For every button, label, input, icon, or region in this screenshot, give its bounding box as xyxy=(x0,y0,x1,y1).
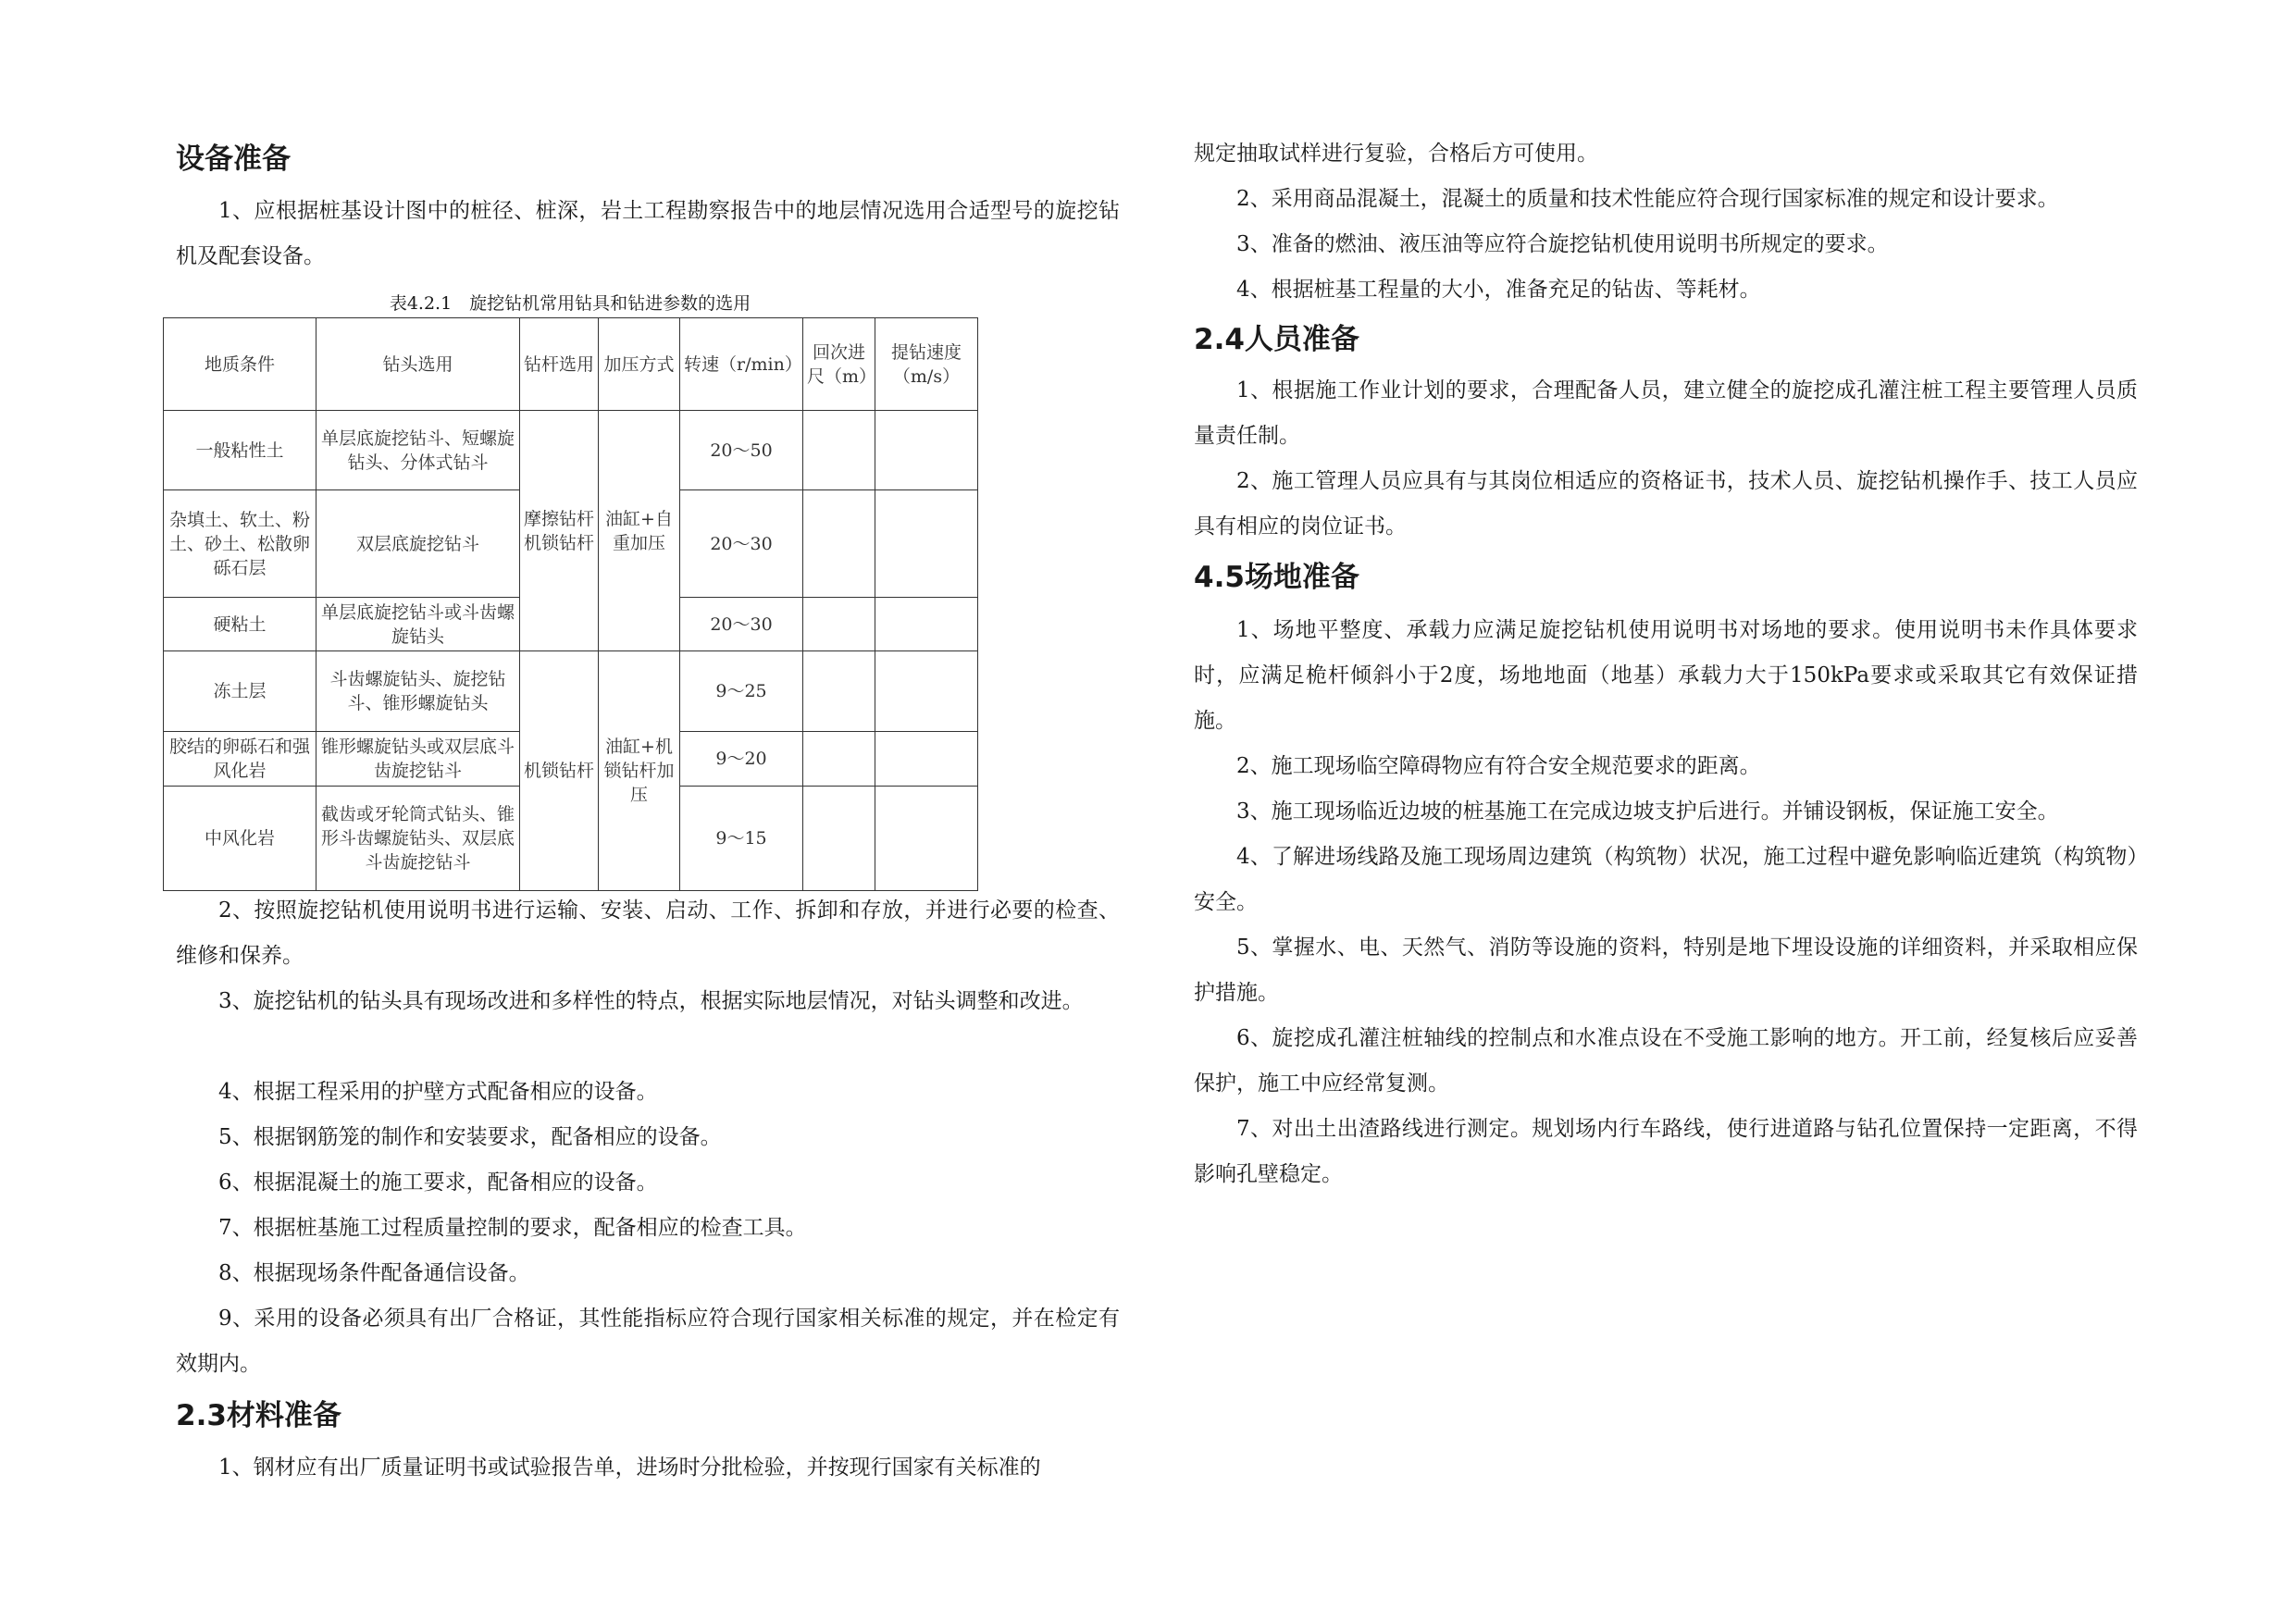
bit-cell: 单层底旋挖钻斗、短螺旋钻头、分体式钻斗 xyxy=(316,411,520,490)
advance-cell xyxy=(803,411,875,490)
paragraph: 2、施工管理人员应具有与其岗位相适应的资格证书，技术人员、旋挖钻机操作手、技工人员应具有相应的岗位证书。 xyxy=(1194,469,2138,539)
speed-cell: 20～30 xyxy=(680,490,803,598)
paragraph-continued: 规定抽取试样进行复验，合格后方可使用。 xyxy=(1194,142,1598,166)
paragraph: 4、根据工程采用的护壁方式配备相应的设备。 xyxy=(218,1080,658,1104)
press-cell: 油缸+机锁钻杆加压 xyxy=(599,651,680,891)
paragraph: 1、根据施工作业计划的要求，合理配备人员，建立健全的旋挖成孔灌注桩工程主要管理人员质量责任制。 xyxy=(1194,378,2138,448)
bit-cell: 双层底旋挖钻斗 xyxy=(316,490,520,598)
bit-cell: 单层底旋挖钻斗或斗齿螺旋钻头 xyxy=(316,598,520,651)
paragraph: 4、根据桩基工程量的大小，准备充足的钻齿、等耗材。 xyxy=(1236,278,1761,302)
geology-cell: 中风化岩 xyxy=(164,787,316,891)
paragraph: 3、旋挖钻机的钻头具有现场改进和多样性的特点，根据实际地层情况，对钻头调整和改进。 xyxy=(218,989,1084,1013)
section-heading-personnel: 2.4人员准备 xyxy=(1194,323,1359,356)
table-row xyxy=(164,411,978,490)
press-cell: 油缸+自重加压 xyxy=(599,411,680,651)
advance-cell xyxy=(803,651,875,732)
speed-cell: 9～25 xyxy=(680,651,803,732)
paragraph: 3、准备的燃油、液压油等应符合旋挖钻机使用说明书所规定的要求。 xyxy=(1236,232,1889,256)
geology-cell: 杂填土、软土、粉土、砂土、松散卵砾石层 xyxy=(164,490,316,598)
bit-cell: 截齿或牙轮筒式钻头、锥形斗齿螺旋钻头、双层底斗齿旋挖钻斗 xyxy=(316,787,520,891)
advance-cell xyxy=(803,598,875,651)
bit-cell: 锥形螺旋钻头或双层底斗齿旋挖钻斗 xyxy=(316,732,520,787)
geology-cell: 冻土层 xyxy=(164,651,316,732)
lift-speed-cell xyxy=(875,787,978,891)
rod-cell: 机锁钻杆 xyxy=(520,651,599,891)
section-heading-site: 4.5场地准备 xyxy=(1194,561,1359,594)
rod-cell: 摩擦钻杆机锁钻杆 xyxy=(520,411,599,651)
paragraph: 5、掌握水、电、天然气、消防等设施的资料，特别是地下埋设设施的详细资料，并采取相应保护措施。 xyxy=(1194,935,2138,1005)
paragraph: 9、采用的设备必须具有出厂合格证，其性能指标应符合现行国家相关标准的规定，并在检定有效期内。 xyxy=(176,1307,1120,1376)
header-cell: 转速（r/min） xyxy=(680,318,803,411)
advance-cell xyxy=(803,490,875,598)
advance-cell xyxy=(803,732,875,787)
speed-cell: 9～15 xyxy=(680,787,803,891)
speed-cell: 20～50 xyxy=(680,411,803,490)
paragraph: 7、根据桩基施工过程质量控制的要求，配备相应的检查工具。 xyxy=(218,1216,807,1240)
lift-speed-cell xyxy=(875,598,978,651)
paragraph: 2、施工现场临空障碍物应有符合安全规范要求的距离。 xyxy=(1236,754,1761,778)
paragraph: 7、对出土出渣路线进行测定。规划场内行车路线，使行进道路与钻孔位置保持一定距离，不得影响孔壁稳定。 xyxy=(1194,1117,2138,1186)
paragraph: 1、钢材应有出厂质量证明书或试验报告单，进场时分批检验，并按现行国家有关标准的 xyxy=(218,1456,1041,1480)
speed-cell: 20～30 xyxy=(680,598,803,651)
geology-cell: 一般粘性土 xyxy=(164,411,316,490)
bit-cell: 斗齿螺旋钻头、旋挖钻斗、锥形螺旋钻头 xyxy=(316,651,520,732)
header-cell: 地质条件 xyxy=(164,318,316,411)
speed-cell: 9～20 xyxy=(680,732,803,787)
header-cell: 回次进尺（m） xyxy=(803,318,875,411)
section-heading-equipment: 设备准备 xyxy=(176,142,291,176)
lift-speed-cell xyxy=(875,732,978,787)
paragraph: 2、采用商品混凝土，混凝土的质量和技术性能应符合现行国家标准的规定和设计要求。 xyxy=(1236,187,2059,211)
paragraph: 2、按照旋挖钻机使用说明书进行运输、安装、启动、工作、拆卸和存放，并进行必要的检查、维修和保养。 xyxy=(176,898,1120,968)
paragraph: 6、旋挖成孔灌注桩轴线的控制点和水准点设在不受施工影响的地方。开工前，经复核后应妥善保护，施工中应经常复测。 xyxy=(1194,1026,2138,1096)
paragraph: 3、施工现场临近边坡的桩基施工在完成边坡支护后进行。并铺设钢板，保证施工安全。 xyxy=(1236,799,2059,824)
paragraph: 4、了解进场线路及施工现场周边建筑（构筑物）状况，施工过程中避免影响临近建筑（构筑物）安全。 xyxy=(1194,845,2138,914)
lift-speed-cell xyxy=(875,651,978,732)
paragraph: 6、根据混凝土的施工要求，配备相应的设备。 xyxy=(218,1171,658,1195)
header-cell: 钻头选用 xyxy=(316,318,520,411)
lift-speed-cell xyxy=(875,490,978,598)
header-cell: 加压方式 xyxy=(599,318,680,411)
geology-cell: 硬粘土 xyxy=(164,598,316,651)
table-caption: 表4.2.1 旋挖钻机常用钻具和钻进参数的选用 xyxy=(389,293,751,314)
table-header-row xyxy=(164,318,978,411)
paragraph: 1、场地平整度、承载力应满足旋挖钻机使用说明书对场地的要求。使用说明书未作具体要求时，应满足桅杆倾斜小于2度，场地地面（地基）承载力大于150kPa要求或采取其它有效保证措施。 xyxy=(1194,618,2138,733)
paragraph: 8、根据现场条件配备通信设备。 xyxy=(218,1261,530,1285)
paragraph: 5、根据钢筋笼的制作和安装要求，配备相应的设备。 xyxy=(218,1125,722,1149)
header-cell: 钻杆选用 xyxy=(520,318,599,411)
lift-speed-cell xyxy=(875,411,978,490)
drill-parameter-table xyxy=(163,317,978,891)
header-cell: 提钻速度（m/s） xyxy=(875,318,978,411)
paragraph: 1、应根据桩基设计图中的桩径、桩深，岩土工程勘察报告中的地层情况选用合适型号的旋挖钻机及配套设备。 xyxy=(176,199,1120,268)
geology-cell: 胶结的卵砾石和强风化岩 xyxy=(164,732,316,787)
table-row xyxy=(164,651,978,732)
advance-cell xyxy=(803,787,875,891)
section-heading-materials: 2.3材料准备 xyxy=(176,1399,341,1432)
